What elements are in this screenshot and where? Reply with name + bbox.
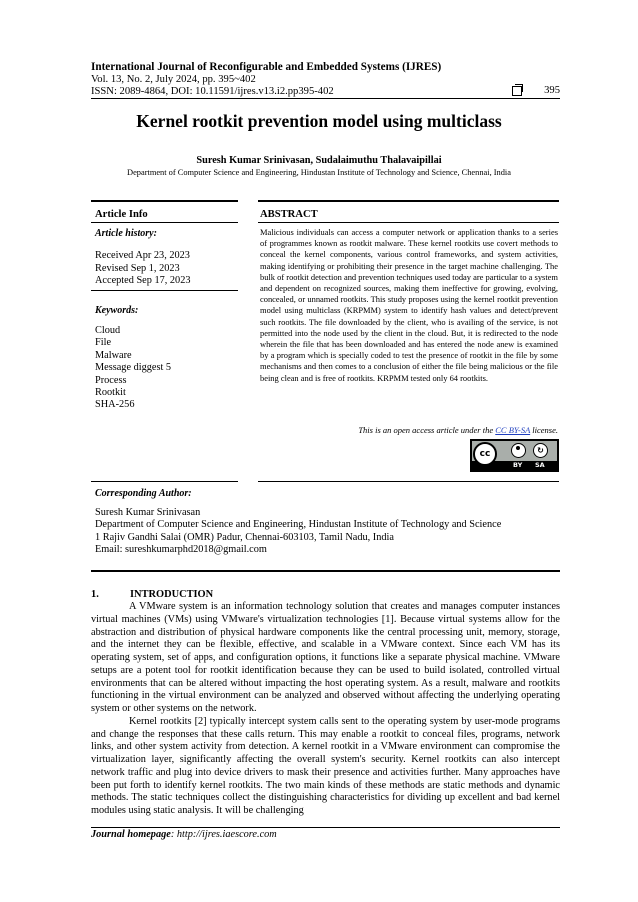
- keyword: Malware: [95, 349, 132, 361]
- share-alike-icon: ↻: [533, 443, 548, 458]
- license-suffix: license.: [530, 425, 558, 435]
- license-line: [358, 425, 558, 435]
- issn-doi: ISSN: 2089-4864, DOI: 10.11591/ijres.v13.i2.pp395-402: [91, 86, 334, 97]
- page-number: 395: [544, 85, 560, 96]
- abstract-heading: ABSTRACT: [260, 209, 318, 220]
- abstract-rule-top: [258, 200, 559, 202]
- abstract-rule-bottom: [258, 481, 559, 482]
- journal-homepage: [91, 829, 277, 840]
- keyword: Cloud: [95, 325, 121, 336]
- info-rule: [91, 290, 238, 291]
- cc-by-sa-icon[interactable]: [470, 439, 559, 472]
- volume-info: Vol. 13, No. 2, July 2024, pp. 395~402: [91, 74, 256, 85]
- author-address: 1 Rajiv Gandhi Salai (OMR) Padur, Chennai-603103, Tamil Nadu, India: [95, 531, 394, 543]
- keyword: Process: [95, 374, 127, 386]
- keyword: Message diggest 5: [95, 362, 172, 374]
- abstract-text: Malicious individuals can access a computer network or application thanks to a series of programmes known as rootkit malware. These kernel rootkits use covert methods to conceal the kernel components, various control frameworks, and system activities, making identifying or prohibiting their presence in the target machine challenging. The bulk of rootkit detection and prevention techniques used today are particular to a system and dependent on recognized sources, making them ineffective for growing, evolving, concealed, or unnamed rootkits. This study proposes using the kernel rootkit prevention model using multiclass (KRPMM) system to identify hash values and detect/prevent such rootkits. The file downloaded by the client, who is availing of the service, is not permitted into the node used by the client in the cloud. But, it is redirected to the node wherein the file that has been downloaded and has entered the node anew is examined by a program which is specially coded to test the presence of rootkit in the file by some mechanisms and then comes to a conclusion of either the file being malicious or the file being clean and is free of rootkits. KRPMM tested only 64 rootkits.: [260, 227, 558, 383]
- history-received: Received Apr 23, 2023: [95, 250, 190, 261]
- corresponding-details: [95, 507, 501, 557]
- license-link[interactable]: CC BY-SA: [495, 425, 531, 435]
- info-rule-top: [91, 200, 238, 202]
- keywords-list: [95, 325, 171, 412]
- history-accepted: Accepted Sep 17, 2023: [95, 275, 191, 287]
- footer-rule: [91, 827, 560, 828]
- by-label: BY: [513, 461, 523, 469]
- author-email: Email: sureshkumarphd2018@gmail.com: [95, 544, 267, 556]
- history-list: [95, 250, 191, 288]
- author-department: Department of Computer Science and Engineering, Hindustan Institute of Technology and Science: [95, 519, 502, 531]
- header-rule: [91, 98, 560, 99]
- keyword: File: [95, 337, 112, 349]
- cc-icon: cc: [473, 442, 497, 466]
- homepage-separator: :: [170, 829, 177, 840]
- corresponding-heading: Corresponding Author:: [95, 488, 192, 499]
- paragraph: Kernel rootkits [2] typically intercept system calls sent to the operating system by user-mode programs and change the responses that these calls return. This may enable a rootkit to conceal files, programs, network links, and other system activity from detection. A kernel rootkit in a VMware environment can compromise the virtualization layer, significantly affecting the overall system's security. Kernel rootkits can also intercept network traffic and plug into device drivers to mask their presence and activities further. Many approaches have been put forth to identify kernel rootkits. The two main kinds of these methods are static methods and dynamic methods. The static techniques collect the distinguishing characteristics for dividing up excellent and bad kernel modules using static analysis. It will be challenging: [91, 715, 560, 816]
- abstract-rule: [258, 222, 559, 223]
- homepage-url[interactable]: http://ijres.iaescore.com: [176, 829, 277, 840]
- affiliation: Department of Computer Science and Engineering, Hindustan Institute of Technology and Science, Chennai, India: [127, 168, 511, 177]
- attribution-icon: [511, 443, 526, 458]
- sa-label: SA: [535, 461, 545, 469]
- section-rule: [91, 570, 560, 572]
- info-rule: [91, 481, 238, 482]
- section-body: [91, 601, 560, 818]
- paragraph: A VMware system is an information technology solution that creates and manages computer instances virtual machines (VMs) using VMware's virtualization technologies [1]. Because virtual systems allow for the abstraction and distribution of physical hardware components like the central processing unit, memory, storage, and the internet they can be flexible, effective, and scalable in a VMware context. Since each VM has its operating system, set of apps, and configuration options, it functions like a separate physical machine. VMware setups are a potent tool for rootkit identification because they can be used to build isolated, controlled virtual environments that can be altered without impacting the host operating system. As a result, malware and rootkits functioning in the virtual environment can be analyzed and observed without affecting the underlying operating system or other systems on the network.: [91, 601, 560, 714]
- history-heading: Article history:: [95, 228, 157, 239]
- keyword: Rootkit: [95, 387, 126, 399]
- header-right: [512, 85, 560, 96]
- license-prefix: This is an open access article under the: [358, 425, 496, 435]
- square-icon: [512, 86, 522, 96]
- section-title: INTRODUCTION: [130, 589, 214, 600]
- keyword: SHA-256: [95, 399, 135, 411]
- article-info-heading: Article Info: [95, 209, 148, 220]
- authors: Suresh Kumar Srinivasan, Sudalaimuthu Thalavaipillai: [196, 155, 442, 166]
- homepage-label: Journal homepage: [91, 829, 171, 840]
- paper-title: Kernel rootkit prevention model using multiclass: [136, 111, 502, 131]
- section-number: 1.: [91, 589, 99, 600]
- section-heading: [91, 589, 213, 600]
- info-rule: [91, 222, 238, 223]
- history-revised: Revised Sep 1, 2023: [95, 262, 180, 274]
- journal-name: International Journal of Reconfigurable and Embedded Systems (IJRES): [91, 61, 442, 73]
- author-name: Suresh Kumar Srinivasan: [95, 507, 201, 518]
- keywords-heading: Keywords:: [95, 305, 139, 316]
